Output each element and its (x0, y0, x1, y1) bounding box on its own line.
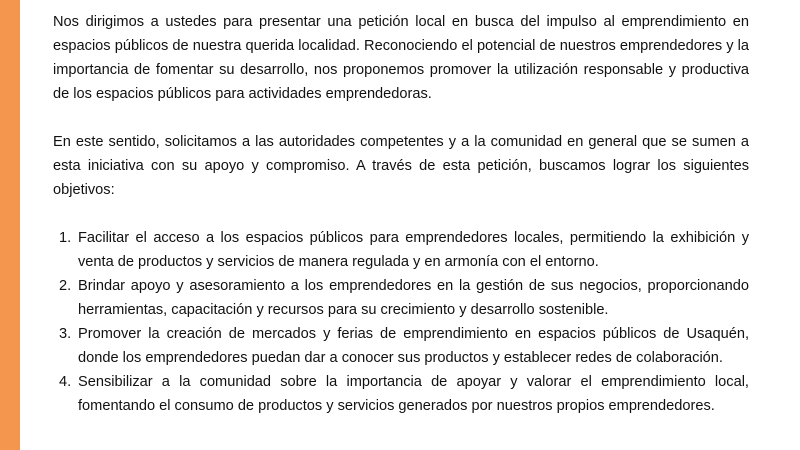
list-item-number: 2. (59, 278, 72, 294)
accent-bar (0, 0, 20, 450)
list-item (59, 322, 749, 370)
document-body (53, 10, 749, 418)
request-paragraph: En este sentido, solicitamos a las autoridades competentes y a la comunidad en general que se sumen a esta iniciativa con su apoyo y compromiso. A través de esta petición, buscamos lograr los siguientes objetivos: (53, 134, 749, 198)
list-item (59, 370, 749, 418)
list-item-number: 4. (59, 374, 72, 390)
objectives-list (59, 226, 749, 418)
list-item-text: Facilitar el acceso a los espacios públicos para emprendedores locales, permitiendo la exhibición y venta de productos y servicios de manera regulada y en armonía con el entorno. (78, 230, 749, 270)
list-item-text: Sensibilizar a la comunidad sobre la importancia de apoyar y valorar el emprendimiento local, fomentando el consumo de productos y servicios generados por nuestros propios emprendedores. (78, 374, 749, 414)
list-item-text: Promover la creación de mercados y ferias de emprendimiento en espacios públicos de Usaquén, donde los emprendedores puedan dar a conocer sus productos y establecer redes de colaboración. (78, 326, 749, 366)
intro-paragraph: Nos dirigimos a ustedes para presentar una petición local en busca del impulso al emprendimiento en espacios públicos de nuestra querida localidad. Reconociendo el potencial de nuestros emprendedores y la importancia de fomentar su desarrollo, nos proponemos promover la utilización responsable y productiva de los espacios públicos para actividades emprendedoras. (53, 14, 749, 102)
list-item-text: Brindar apoyo y asesoramiento a los emprendedores en la gestión de sus negocios, proporcionando herramientas, capacitación y recursos para su crecimiento y desarrollo sostenible. (78, 278, 749, 318)
list-item-number: 1. (59, 230, 72, 246)
list-item (59, 274, 749, 322)
list-item-number: 3. (59, 326, 72, 342)
list-item (59, 226, 749, 274)
